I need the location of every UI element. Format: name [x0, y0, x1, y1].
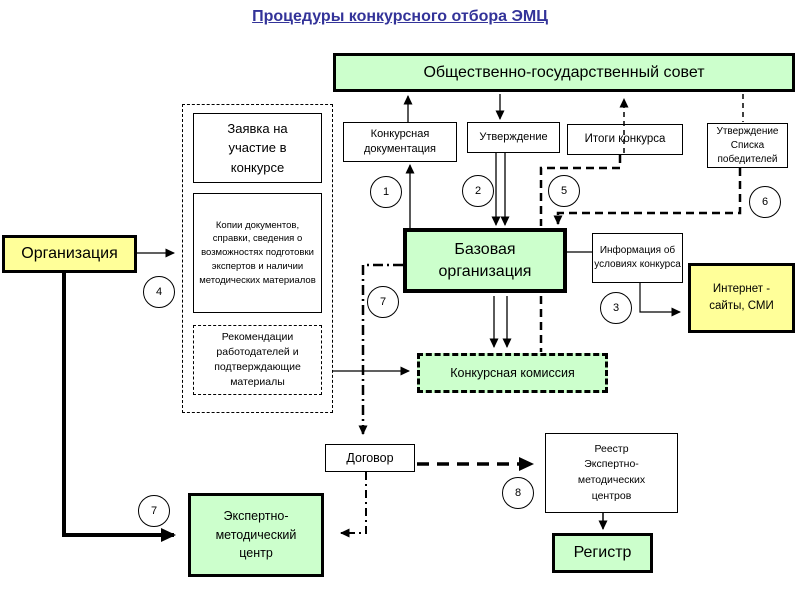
- node-document-copies: Копии документов, справки, сведения о возможностях подготовки экспертов и наличии методических материалов: [193, 193, 322, 313]
- step-marker-7a: 7: [367, 286, 399, 318]
- node-tender-results: Итоги конкурса: [567, 124, 683, 155]
- node-organization: Организация: [2, 235, 137, 273]
- node-emc-registry: Реестр Экспертно-методических центров: [545, 433, 678, 513]
- connector-contract-to-emc: [341, 472, 366, 533]
- step-marker-8: 8: [502, 477, 534, 509]
- step-marker-7b: 7: [138, 495, 170, 527]
- step-marker-5: 5: [548, 175, 580, 207]
- node-recommendations: Рекомендации работодателей и подтверждающие материалы: [193, 325, 322, 395]
- node-application: Заявка на участие в конкурсе: [193, 113, 322, 183]
- connector-info-to-internet: [640, 283, 680, 312]
- node-tender-conditions-info: Информация об условиях конкурса: [592, 233, 683, 283]
- node-base-organization: Базовая организация: [403, 228, 567, 293]
- page-title: Процедуры конкурсного отбора ЭМЦ: [252, 8, 548, 25]
- step-marker-6: 6: [749, 186, 781, 218]
- connector-winnerslist-to-baseorg: [558, 168, 740, 224]
- step-marker-2: 2: [462, 175, 494, 207]
- node-contract: Договор: [325, 444, 415, 472]
- node-register: Регистр: [552, 533, 653, 573]
- node-tender-committee: Конкурсная комиссия: [417, 353, 608, 393]
- step-marker-3: 3: [600, 292, 632, 324]
- step-marker-1: 1: [370, 176, 402, 208]
- node-council: Общественно-государственный совет: [333, 53, 795, 92]
- step-marker-4: 4: [143, 276, 175, 308]
- node-internet-media: Интернет - сайты, СМИ: [688, 263, 795, 333]
- node-approval: Утверждение: [467, 122, 560, 153]
- node-tender-documentation: Конкурсная документация: [343, 122, 457, 162]
- node-winners-list-approval: Утверждение Списка победителей: [707, 123, 788, 168]
- node-emc: Экспертно-методический центр: [188, 493, 324, 577]
